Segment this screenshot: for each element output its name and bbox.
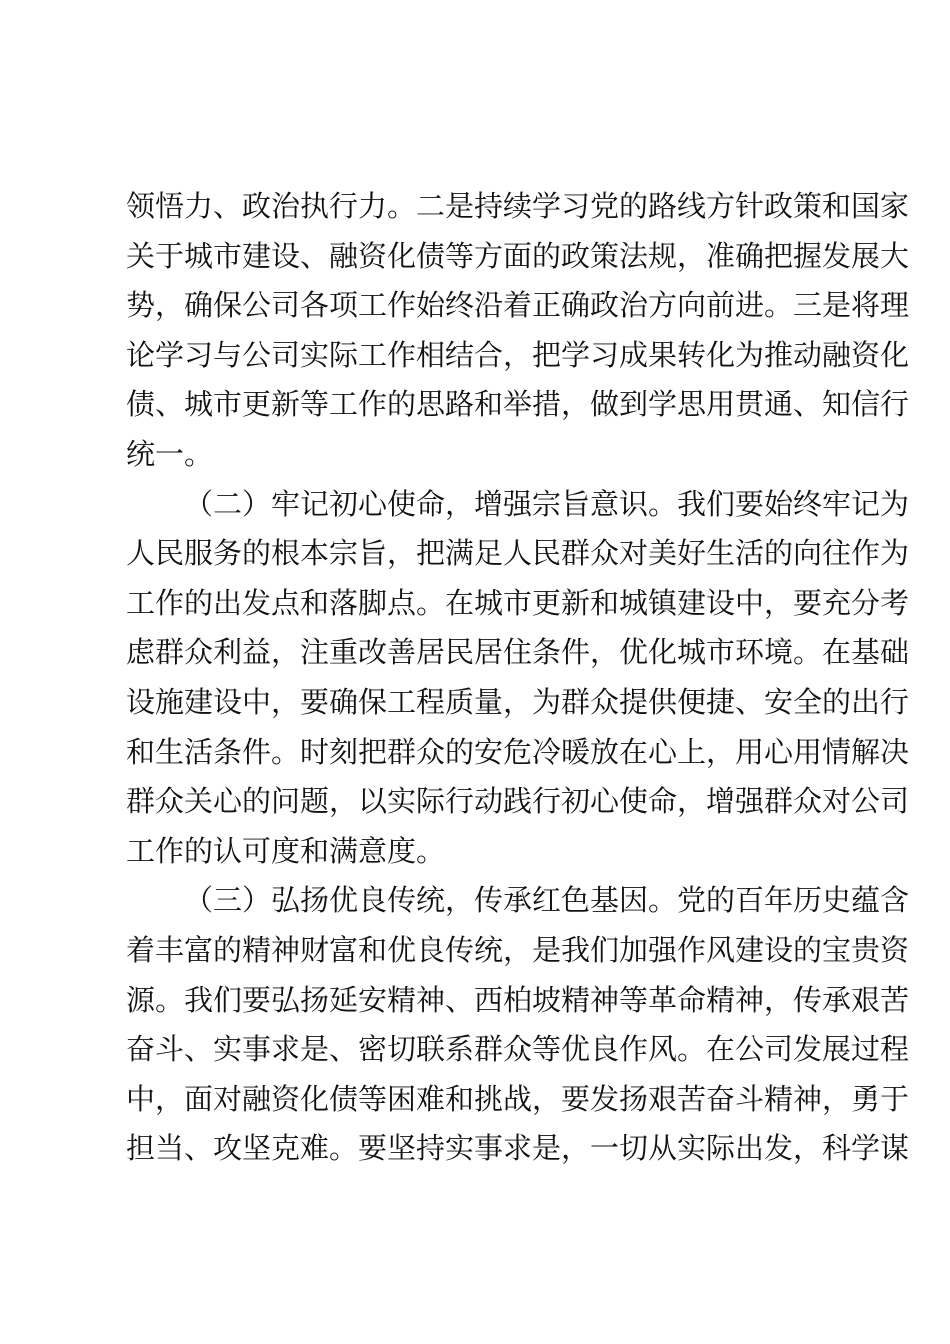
text-line: 人民服务的根本宗旨，把满足人民群众对美好生活的向往作为 bbox=[126, 536, 910, 571]
text-line: 奋斗、实事求是、密切联系群众等优良作风。在公司发展过程 bbox=[126, 1032, 910, 1067]
text-line: 着丰富的精神财富和优良传统，是我们加强作风建设的宝贵资 bbox=[126, 932, 910, 967]
text-line: 工作的认可度和满意度。 bbox=[126, 833, 446, 868]
text-line: 中，面对融资化债等困难和挑战，要发扬艰苦奋斗精神，勇于 bbox=[126, 1081, 910, 1116]
text-line: 担当、攻坚克难。要坚持实事求是，一切从实际出发，科学谋 bbox=[126, 1131, 910, 1166]
text-line: 关于城市建设、融资化债等方面的政策法规，准确把握发展大 bbox=[126, 238, 910, 273]
body-text bbox=[126, 182, 910, 1174]
text-line: 和生活条件。时刻把群众的安危冷暖放在心上，用心用情解决 bbox=[126, 734, 910, 769]
text-line: 设施建设中，要确保工程质量，为群众提供便捷、安全的出行 bbox=[126, 684, 910, 719]
text-line: 统一。 bbox=[126, 436, 214, 471]
text-line: 领悟力、政治执行力。二是持续学习党的路线方针政策和国家 bbox=[126, 189, 910, 223]
text-line: 虑群众利益，注重改善居民居住条件，优化城市环境。在基础 bbox=[126, 635, 910, 670]
text-line: 势，确保公司各项工作始终沿着正确政治方向前进。三是将理 bbox=[126, 288, 910, 323]
text-line: 群众关心的问题，以实际行动践行初心使命，增强群众对公司 bbox=[126, 784, 910, 819]
text-line: 工作的出发点和落脚点。在城市更新和城镇建设中，要充分考 bbox=[126, 585, 910, 620]
section-heading-line: （二）牢记初心使命，增强宗旨意识。我们要始终牢记为 bbox=[184, 486, 910, 521]
section-heading-line: （三）弘扬优良传统，传承红色基因。党的百年历史蕴含 bbox=[184, 883, 910, 918]
text-line: 源。我们要弘扬延安精神、西柏坡精神等革命精神，传承艰苦 bbox=[126, 982, 910, 1017]
text-line: 论学习与公司实际工作相结合，把学习成果转化为推动融资化 bbox=[126, 337, 910, 372]
text-line: 债、城市更新等工作的思路和举措，做到学思用贯通、知信行 bbox=[126, 387, 910, 422]
